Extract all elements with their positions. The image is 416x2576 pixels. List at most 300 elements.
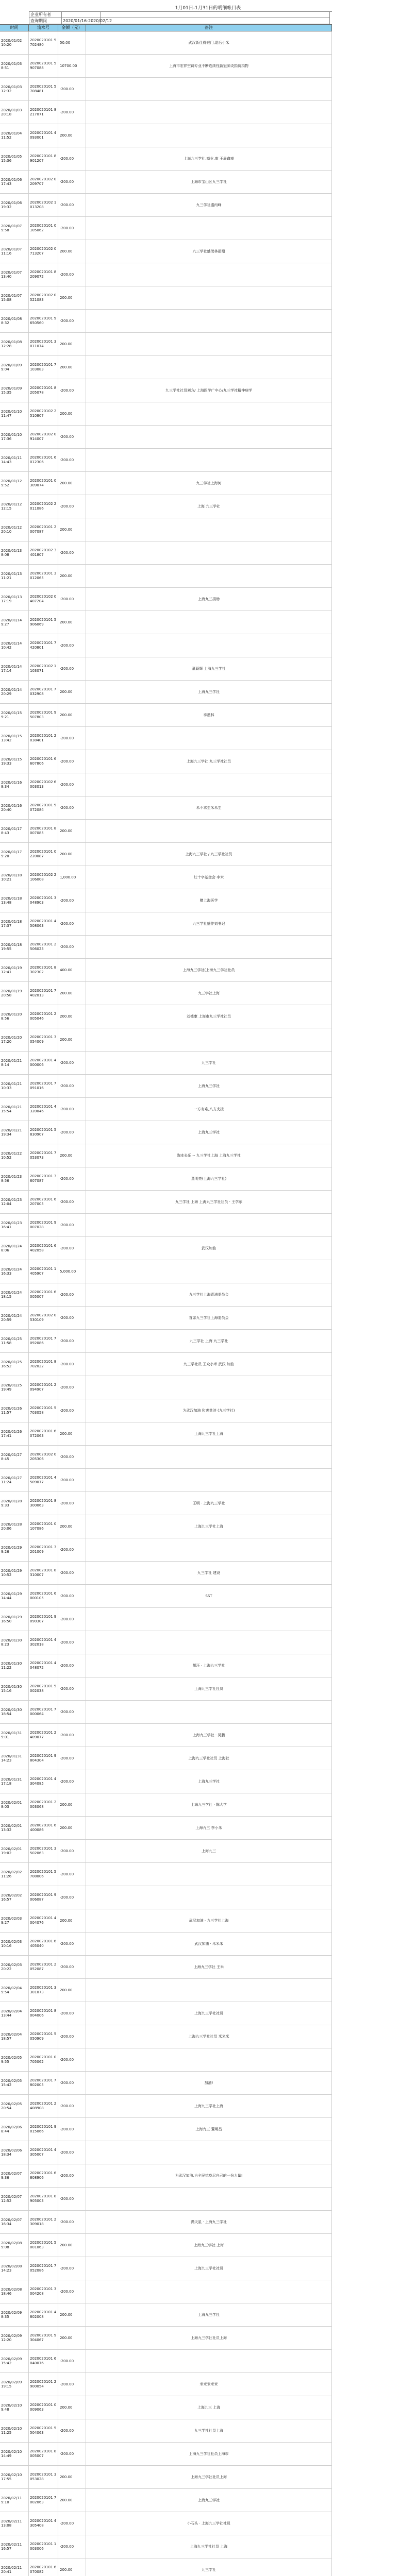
table-row (0, 2512, 332, 2535)
amount-cell: -200.00 (58, 2141, 86, 2164)
table-row (0, 1121, 332, 1144)
table-row (0, 2466, 332, 2489)
serial-cell: 2020020101 2506023 (29, 936, 58, 958)
time-cell: 2020/01/18 19:55 (0, 936, 29, 958)
remark-cell: 董颖辉 上海九三学社 (86, 657, 332, 680)
amount-cell: -200.00 (58, 2512, 86, 2535)
serial-cell: 2020020102 6003013 (29, 773, 58, 796)
table-row (0, 2535, 332, 2558)
serial-cell: 2020020101 4508063 (29, 912, 58, 935)
time-cell: 2020/02/04 18:57 (0, 2025, 29, 2048)
remark-cell (86, 124, 332, 147)
serial-cell: 2020020102 0209707 (29, 171, 58, 193)
serial-cell: 2020020101 9507803 (29, 704, 58, 726)
remark-cell: 九三学社 (86, 2558, 332, 2576)
amount-cell: -200.00 (58, 1469, 86, 1492)
amount-cell: -200.00 (58, 1376, 86, 1399)
time-cell: 2020/01/30 18:54 (0, 1701, 29, 1723)
serial-cell: 2020020101 5708006 (29, 1863, 58, 1886)
table-row (0, 2558, 332, 2576)
table-row (0, 1515, 332, 1538)
serial-cell: 2020020101 3502063 (29, 1840, 58, 1862)
table-row (0, 426, 332, 449)
remark-cell: 上海九三学社社员 上海社 (86, 1747, 332, 1770)
serial-cell: 2020020101 3607087 (29, 1167, 58, 1190)
remark-cell: 上海九三学社社员 (86, 2002, 332, 2025)
remark-cell (86, 426, 332, 448)
serial-cell: 2020020101 0009063 (29, 2396, 58, 2419)
time-cell: 2020/02/01 19:02 (0, 1840, 29, 1862)
remark-cell (86, 1376, 332, 1399)
amount-cell: -200.00 (58, 588, 86, 611)
table-row (0, 356, 332, 379)
table-row (0, 1237, 332, 1260)
time-cell: 2020/01/27 11:24 (0, 1469, 29, 1492)
amount-cell: -200.00 (58, 1237, 86, 1260)
table-row (0, 1840, 332, 1863)
amount-cell: 200.00 (58, 518, 86, 541)
time-cell: 2020/01/07 15:08 (0, 286, 29, 309)
remark-cell: 上海九三学社 · 陈大学 (86, 1793, 332, 1816)
header-row-company (29, 11, 332, 18)
remark-cell: 李墨林 (86, 704, 332, 726)
remark-cell: 米米米米米 (86, 2373, 332, 2396)
remark-cell: 九三学社盛丙峰 (86, 194, 332, 216)
table-row (0, 1028, 332, 1052)
table-row (0, 1770, 332, 1793)
table-row (0, 1330, 332, 1353)
column-header-row (0, 24, 332, 31)
amount-cell: -200.00 (58, 426, 86, 448)
table-row (0, 1909, 332, 1933)
serial-cell: 2020020102 0205306 (29, 1446, 58, 1468)
amount-cell: -200.00 (58, 2443, 86, 2465)
remark-cell: 上海九三学社 (86, 1075, 332, 1097)
time-cell: 2020/01/24 16:33 (0, 1260, 29, 1283)
table-row (0, 750, 332, 773)
remark-cell: 上海九三学社,商业,康 王晨鑫率 (86, 147, 332, 170)
remark-cell: 上海九三 董明昌 (86, 2118, 332, 2141)
amount-cell: -200.00 (58, 1724, 86, 1747)
remark-cell (86, 356, 332, 379)
remark-cell: 九三学社员 王众小米 武汉 加油 (86, 1353, 332, 1376)
serial-cell: 2020020102 0914007 (29, 426, 58, 448)
amount-cell: 10700.00 (58, 55, 86, 77)
remark-cell: 上海九三学社社员 (86, 2257, 332, 2280)
remark-cell: SST (86, 1585, 332, 1607)
remark-cell (86, 2141, 332, 2164)
serial-cell: 2020020101 4305408 (29, 2512, 58, 2535)
amount-cell: -200.00 (58, 1307, 86, 1329)
table-row (0, 2164, 332, 2188)
remark-cell: 上海九三学社 (86, 681, 332, 703)
amount-cell: -200.00 (58, 1747, 86, 1770)
serial-cell: 2020020101 0309074 (29, 472, 58, 495)
amount-cell: -200.00 (58, 2350, 86, 2372)
table-row (0, 379, 332, 402)
time-cell: 2020/01/18 13:48 (0, 889, 29, 912)
table-row (0, 2257, 332, 2280)
remark-cell (86, 1979, 332, 2002)
amount-cell: -200.00 (58, 796, 86, 819)
time-cell: 2020/02/01 13:32 (0, 1817, 29, 1839)
time-cell: 2020/02/06 8:44 (0, 2118, 29, 2141)
serial-cell: 2020020101 7091016 (29, 1075, 58, 1097)
amount-cell: -200.00 (58, 1608, 86, 1631)
amount-cell: -200.00 (58, 1191, 86, 1213)
amount-cell: -200.00 (58, 750, 86, 773)
table-row (0, 1446, 332, 1469)
table-row (0, 889, 332, 912)
amount-cell: -200.00 (58, 1886, 86, 1909)
amount-cell: -200.00 (58, 1283, 86, 1306)
amount-cell: 50.00 (58, 31, 86, 54)
time-cell: 2020/01/31 17:18 (0, 1770, 29, 1793)
serial-cell: 2020020101 6012306 (29, 449, 58, 471)
time-cell: 2020/02/10 14:49 (0, 2443, 29, 2465)
amount-cell: -200.00 (58, 310, 86, 332)
serial-cell: 2020020101 7053073 (29, 1144, 58, 1167)
table-row (0, 2419, 332, 2443)
amount-cell: -200.00 (58, 101, 86, 124)
amount-cell: 200.00 (58, 402, 86, 425)
serial-cell: 2020020101 8905003 (29, 2188, 58, 2210)
serial-cell: 2020020101 0705062 (29, 2048, 58, 2071)
serial-cell: 2020020101 5504063 (29, 2419, 58, 2442)
time-cell: 2020/02/05 20:54 (0, 2095, 29, 2117)
table-row (0, 1052, 332, 1075)
serial-cell: 2020020101 2409077 (29, 1724, 58, 1747)
time-cell: 2020/01/30 15:16 (0, 1677, 29, 1700)
amount-cell: -200.00 (58, 171, 86, 193)
serial-cell: 2020020101 2309018 (29, 2211, 58, 2233)
remark-cell: 上海九三捐助 (86, 588, 332, 611)
remark-cell: 上海市宝山区九三学社 (86, 171, 332, 193)
serial-cell: 2020020102 2011086 (29, 495, 58, 518)
amount-cell: -200.00 (58, 889, 86, 912)
serial-cell: 2020020101 7802005 (29, 2072, 58, 2094)
time-cell: 2020/02/02 11:26 (0, 1863, 29, 1886)
serial-cell: 2020020101 6607806 (29, 750, 58, 773)
serial-cell: 2020020101 6005007 (29, 1283, 58, 1306)
serial-cell: 2020020101 5001063 (29, 2234, 58, 2257)
amount-cell: -200.00 (58, 449, 86, 471)
serial-cell: 2020020101 7103083 (29, 356, 58, 379)
amount-cell: -200.00 (58, 2164, 86, 2187)
table-row (0, 2118, 332, 2141)
time-cell: 2020/01/07 13:40 (0, 263, 29, 286)
table-row (0, 1886, 332, 1909)
amount-cell: -200.00 (58, 2048, 86, 2071)
serial-cell: 2020020101 6400086 (29, 1817, 58, 1839)
remark-cell: 九三学社上海 (86, 982, 332, 1005)
remark-cell: 上海九三学社 王米 (86, 1956, 332, 1978)
remark-cell: 九三学社 (86, 1052, 332, 1074)
table-row (0, 449, 332, 472)
table-row (0, 1654, 332, 1677)
table-row (0, 518, 332, 541)
time-cell: 2020/02/08 14:23 (0, 2257, 29, 2280)
serial-cell: 2020020102 2106008 (29, 866, 58, 889)
table-row (0, 286, 332, 310)
amount-cell: -200.00 (58, 1121, 86, 1144)
time-cell: 2020/01/29 14:44 (0, 1585, 29, 1607)
remark-cell: 上海九三 上海 (86, 2396, 332, 2419)
time-cell: 2020/01/06 19:32 (0, 194, 29, 216)
amount-cell: 200.00 (58, 1793, 86, 1816)
time-cell: 2020/01/29 16:50 (0, 1608, 29, 1631)
remark-cell (86, 611, 332, 634)
serial-cell: 2020020101 2007087 (29, 518, 58, 541)
amount-cell: -200.00 (58, 1538, 86, 1561)
table-row (0, 657, 332, 681)
amount-cell: -200.00 (58, 2535, 86, 2558)
amount-cell: -200.00 (58, 2072, 86, 2094)
table-row (0, 2211, 332, 2234)
table-row (0, 912, 332, 936)
serial-cell: 2020020101 8004006 (29, 2002, 58, 2025)
amount-cell: 200.00 (58, 240, 86, 263)
time-cell: 2020/01/21 8:14 (0, 1052, 29, 1074)
amount-cell: -200.00 (58, 2211, 86, 2233)
table-row (0, 472, 332, 495)
serial-cell: 2020020101 3054009 (29, 1028, 58, 1051)
remark-cell: 上海九三学社社员上海 (86, 2327, 332, 2349)
table-row (0, 820, 332, 843)
serial-cell: 2020020101 8302302 (29, 959, 58, 981)
serial-cell: 2020020101 9804304 (29, 1747, 58, 1770)
serial-cell: 2020020101 0220087 (29, 843, 58, 866)
table-row (0, 1005, 332, 1028)
remark-cell: 九三学社盛作刘书记 (86, 912, 332, 935)
amount-cell: -200.00 (58, 541, 86, 564)
amount-cell: 200.00 (58, 1422, 86, 1445)
table-row (0, 1631, 332, 1654)
serial-cell: 2020020101 4802008 (29, 2303, 58, 2326)
amount-cell: -200.00 (58, 2257, 86, 2280)
remark-cell (86, 727, 332, 750)
serial-cell: 2020020101 5050909 (29, 2025, 58, 2048)
time-cell: 2020/01/10 11:47 (0, 402, 29, 425)
time-cell: 2020/02/10 17:55 (0, 2466, 29, 2488)
table-row (0, 936, 332, 959)
table-row (0, 1608, 332, 1631)
col-serial-header: 流水号 (29, 25, 58, 31)
amount-cell: -200.00 (58, 2025, 86, 2048)
table-row (0, 565, 332, 588)
remark-cell (86, 1886, 332, 1909)
amount-cell: -200.00 (58, 1585, 86, 1607)
remark-cell: 九三学社上海青浦委员会 (86, 1283, 332, 1306)
remark-cell (86, 1608, 332, 1631)
time-cell: 2020/02/11 16:57 (0, 2535, 29, 2558)
serial-cell: 2020020101 4004076 (29, 1909, 58, 1932)
table-row (0, 1933, 332, 1956)
remark-cell (86, 1538, 332, 1561)
remark-cell: 首席九三学社上海委员会 (86, 1307, 332, 1329)
amount-cell: -200.00 (58, 263, 86, 286)
time-cell: 2020/01/30 8:23 (0, 1631, 29, 1654)
serial-cell: 2020020102 2510807 (29, 402, 58, 425)
remark-cell: 上海 九三学社 (86, 495, 332, 518)
table-row (0, 101, 332, 124)
remark-cell (86, 2048, 332, 2071)
remark-cell: 上海九三学社 (86, 2489, 332, 2512)
serial-cell: 2020020101 2003068 (29, 1793, 58, 1816)
serial-cell: 2020020101 4305007 (29, 2141, 58, 2164)
amount-cell: 200.00 (58, 2396, 86, 2419)
remark-cell: 加油! (86, 2072, 332, 2094)
remark-cell (86, 1446, 332, 1468)
remark-cell: 为武汉加油 和衷共济 (九三学社) (86, 1399, 332, 1422)
time-cell: 2020/02/10 9:48 (0, 2396, 29, 2419)
time-cell: 2020/01/17 8:43 (0, 820, 29, 842)
header-block (29, 11, 332, 24)
time-cell: 2020/02/03 9:27 (0, 1909, 29, 1932)
time-cell: 2020/01/29 10:52 (0, 1562, 29, 1584)
time-cell: 2020/02/11 9:10 (0, 2489, 29, 2512)
time-cell: 2020/02/11 13:08 (0, 2512, 29, 2535)
table-row (0, 1956, 332, 1979)
time-cell: 2020/01/19 12:41 (0, 959, 29, 981)
time-cell: 2020/01/19 20:58 (0, 982, 29, 1005)
serial-cell: 2020020101 8007085 (29, 820, 58, 842)
serial-cell: 2020020101 3301073 (29, 1979, 58, 2002)
serial-cell: 2020020102 0407204 (29, 588, 58, 611)
table-row (0, 1353, 332, 1376)
table-row (0, 194, 332, 217)
table-row (0, 1562, 332, 1585)
serial-cell: 2020020101 9015066 (29, 2118, 58, 2141)
amount-cell: 200.00 (58, 356, 86, 379)
time-cell: 2020/01/02 10:20 (0, 31, 29, 54)
table-row (0, 1701, 332, 1724)
table-row (0, 1747, 332, 1770)
table-row (0, 704, 332, 727)
amount-cell: -200.00 (58, 1840, 86, 1862)
time-cell: 2020/01/28 9:33 (0, 1492, 29, 1515)
time-cell: 2020/01/24 20:59 (0, 1307, 29, 1329)
time-cell: 2020/01/23 16:41 (0, 1214, 29, 1236)
remark-cell: 九三学社上海何 (86, 472, 332, 495)
serial-cell: 2020020101 2094907 (29, 1376, 58, 1399)
amount-cell: -200.00 (58, 1353, 86, 1376)
serial-cell: 2020020101 9304067 (29, 2327, 58, 2349)
serial-cell: 2020020101 8205078 (29, 379, 58, 402)
remark-cell: 上海九三 (86, 1840, 332, 1862)
amount-cell: -200.00 (58, 194, 86, 216)
amount-cell: 200.00 (58, 1979, 86, 2002)
serial-cell: 2020020101 2052087 (29, 1956, 58, 1978)
time-cell: 2020/01/26 11:57 (0, 1399, 29, 1422)
remark-cell: 胡汪 · 上海九三学社 (86, 1654, 332, 1677)
table-row (0, 1283, 332, 1307)
company-label: 企业所有者 (29, 12, 62, 18)
time-cell: 2020/01/29 9:26 (0, 1538, 29, 1561)
table-row (0, 2373, 332, 2396)
col-amount-header: 金额（元） (58, 25, 86, 31)
remark-cell: 小石头 · 上海九三学社社员 (86, 2512, 332, 2535)
serial-cell: 2020020102 3401807 (29, 541, 58, 564)
table-row (0, 2396, 332, 2419)
time-cell: 2020/01/31 9:01 (0, 1724, 29, 1747)
serial-cell: 2020020101 4000006 (29, 1052, 58, 1074)
serial-cell: 2020020102 0713207 (29, 240, 58, 263)
serial-cell: 2020020101 6402058 (29, 1237, 58, 1260)
time-cell: 2020/01/03 8:51 (0, 55, 29, 77)
remark-cell (86, 2280, 332, 2303)
remark-cell: 米不求生米米生 (86, 796, 332, 819)
table-row (0, 1075, 332, 1098)
table-row (0, 1677, 332, 1701)
table-row (0, 1144, 332, 1167)
time-cell: 2020/01/16 8:34 (0, 773, 29, 796)
time-cell: 2020/02/07 9:36 (0, 2164, 29, 2187)
remark-cell: 九三学社社员刘方/ 上海医学广中心/九三学社精神病学 (86, 379, 332, 402)
table-row (0, 843, 332, 866)
serial-cell: 2020020101 9072084 (29, 796, 58, 819)
remark-cell: 王明 · 上海九三学社 (86, 1492, 332, 1515)
serial-cell: 2020020101 6070082 (29, 2558, 58, 2576)
table-row (0, 1492, 332, 1515)
time-cell: 2020/02/02 16:57 (0, 1886, 29, 1909)
table-row (0, 866, 332, 889)
table-row (0, 1817, 332, 1840)
amount-cell: -200.00 (58, 1214, 86, 1236)
time-cell: 2020/02/09 19:15 (0, 2373, 29, 2396)
time-cell: 2020/01/16 20:40 (0, 796, 29, 819)
remark-cell: 武汉加油 · 九三学社上海 (86, 1909, 332, 1932)
amount-cell: 400.00 (58, 959, 86, 981)
time-cell: 2020/01/22 10:52 (0, 1144, 29, 1167)
table-row (0, 263, 332, 286)
time-cell: 2020/01/14 20:29 (0, 681, 29, 703)
table-row (0, 2072, 332, 2095)
time-cell: 2020/01/23 12:04 (0, 1191, 29, 1213)
amount-cell: 200.00 (58, 820, 86, 842)
remark-cell: 陶本长乐 -- 九三学社上海 上海九三学社 (86, 1144, 332, 1167)
time-cell: 2020/01/08 12:28 (0, 333, 29, 355)
amount-cell: 200.00 (58, 611, 86, 634)
query-label: 查询期间 (29, 18, 62, 24)
amount-cell: 200.00 (58, 1028, 86, 1051)
table-row (0, 727, 332, 750)
amount-cell: -200.00 (58, 1701, 86, 1723)
serial-cell: 2020020101 5002038 (29, 1677, 58, 1700)
time-cell: 2020/01/23 8:56 (0, 1167, 29, 1190)
serial-cell: 2020020102 0530109 (29, 1307, 58, 1329)
amount-cell: 200.00 (58, 681, 86, 703)
amount-cell: 200.00 (58, 1817, 86, 1839)
table-row (0, 1191, 332, 1214)
serial-cell: 2020020101 6000105 (29, 1585, 58, 1607)
table-row (0, 1538, 332, 1562)
amount-cell: -200.00 (58, 2118, 86, 2141)
amount-cell: -200.00 (58, 1631, 86, 1654)
amount-cell: -200.00 (58, 78, 86, 100)
amount-cell: 5,000.00 (58, 1260, 86, 1283)
table-row (0, 1863, 332, 1886)
table-row (0, 773, 332, 796)
header-row-query (29, 18, 332, 24)
table-row (0, 147, 332, 171)
time-cell: 2020/02/08 9:08 (0, 2234, 29, 2257)
amount-cell: -200.00 (58, 1863, 86, 1886)
table-row (0, 588, 332, 611)
query-value: 2020/01/16-2020/02/12 (63, 19, 112, 23)
time-cell: 2020/01/18 17:37 (0, 912, 29, 935)
serial-cell: 2020020101 8702022 (29, 1353, 58, 1376)
